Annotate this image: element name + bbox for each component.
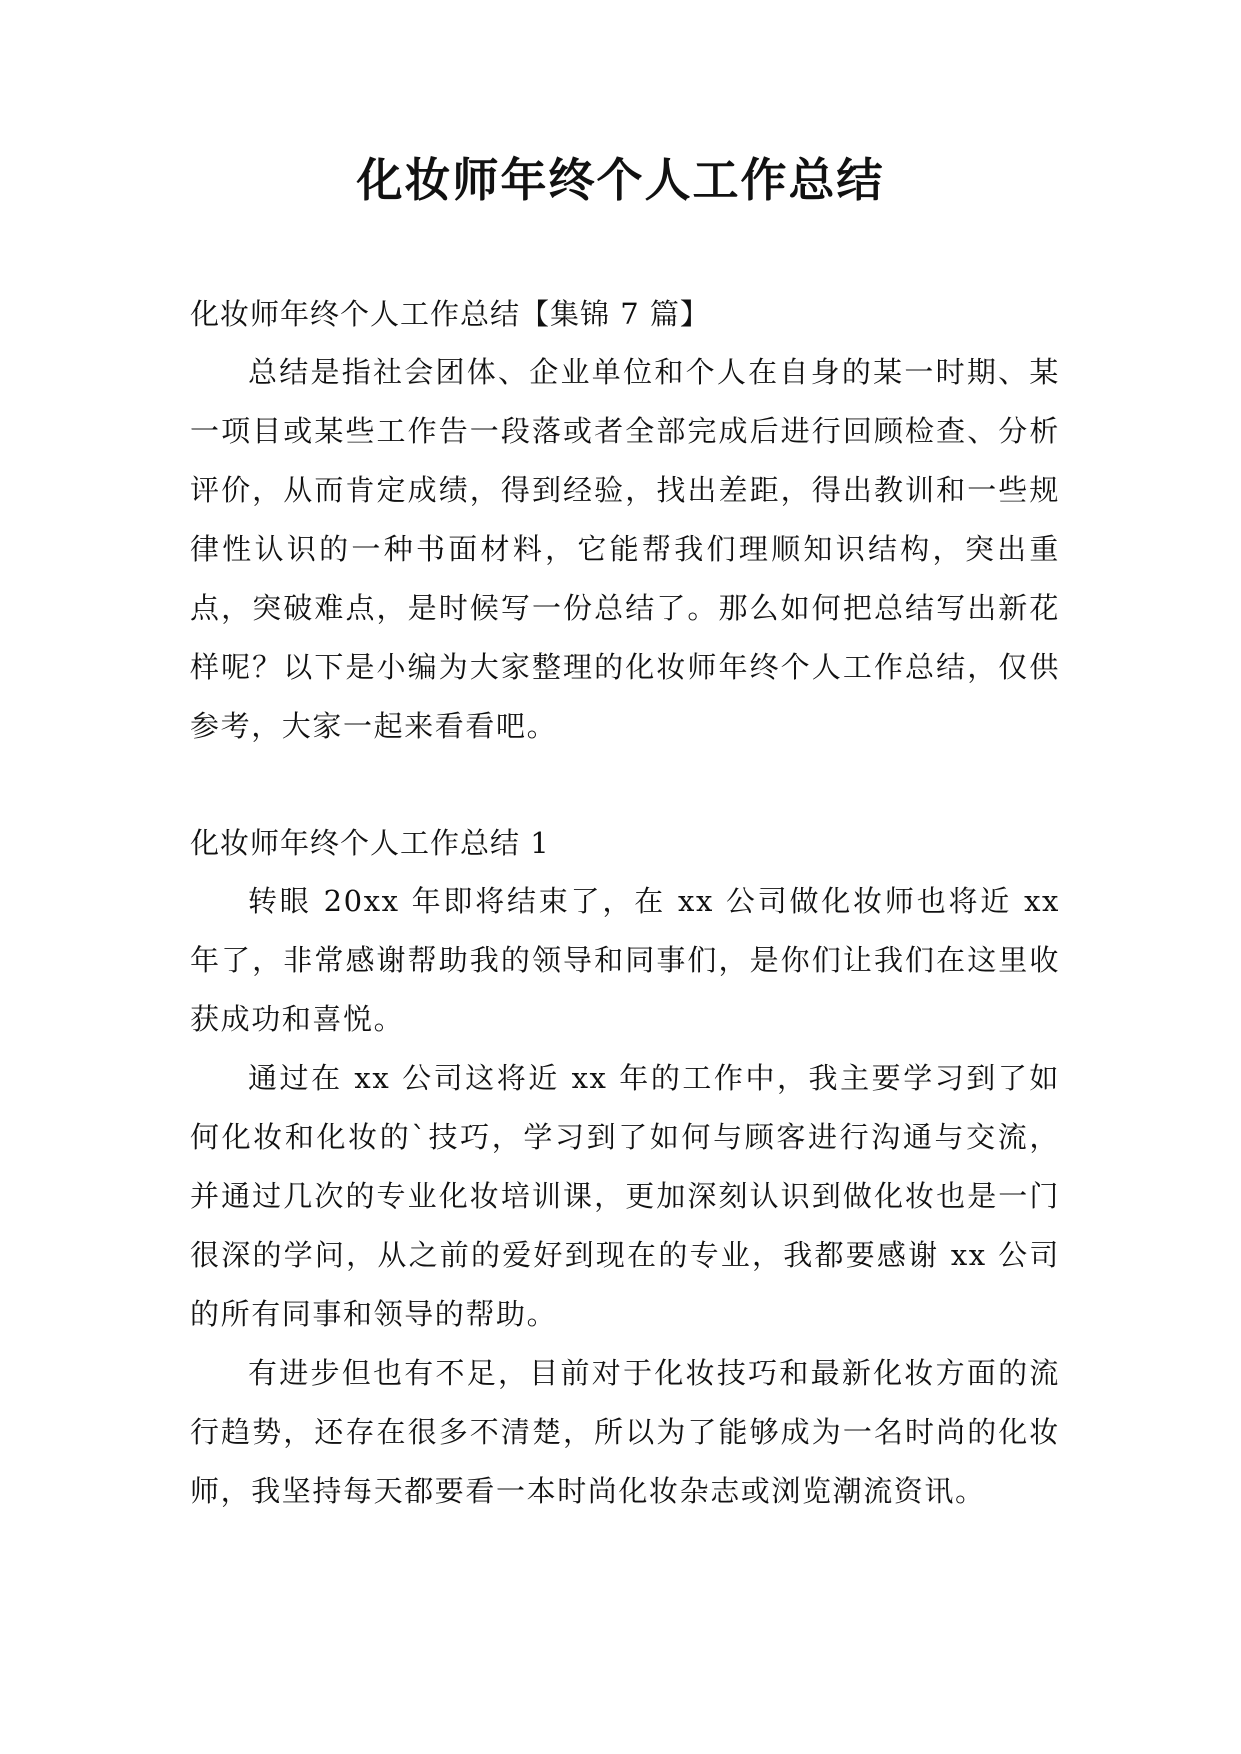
document-body xyxy=(190,285,1060,1521)
intro-paragraph: 总结是指社会团体、企业单位和个人在自身的某一时期、某一项目或某些工作告一段落或者全部完成后进行回顾检查、分析评价，从而肯定成绩，得到经验，找出差距，得出教训和一些规律性认识的一种书面材料，它能帮我们理顺知识结构，突出重点，突破难点，是时候写一份总结了。那么如何把总结写出新花样呢？以下是小编为大家整理的化妆师年终个人工作总结，仅供参考，大家一起来看看吧。 xyxy=(190,355,1060,743)
body-paragraph: 有进步但也有不足，目前对于化妆技巧和最新化妆方面的流行趋势，还存在很多不清楚，所以为了能够成为一名时尚的化妆师，我坚持每天都要看一本时尚化妆杂志或浏览潮流资讯。 xyxy=(190,1356,1060,1508)
body-paragraph: 转眼 20xx 年即将结束了，在 xx 公司做化妆师也将近 xx 年了，非常感谢帮助我的领导和同事们，是你们让我们在这里收获成功和喜悦。 xyxy=(190,884,1060,1036)
body-paragraph: 通过在 xx 公司这将近 xx 年的工作中，我主要学习到了如何化妆和化妆的`技巧，学习到了如何与顾客进行沟通与交流，并通过几次的专业化妆培训课，更加深刻认识到做化妆也是一门很深的学问，从之前的爱好到现在的专业，我都要感谢 xx 公司的所有同事和领导的帮助。 xyxy=(190,1061,1060,1331)
document-subtitle: 化妆师年终个人工作总结【集锦 7 篇】 xyxy=(190,297,710,331)
document-title: 化妆师年终个人工作总结 xyxy=(356,153,885,207)
section-heading: 化妆师年终个人工作总结 1 xyxy=(190,826,550,860)
